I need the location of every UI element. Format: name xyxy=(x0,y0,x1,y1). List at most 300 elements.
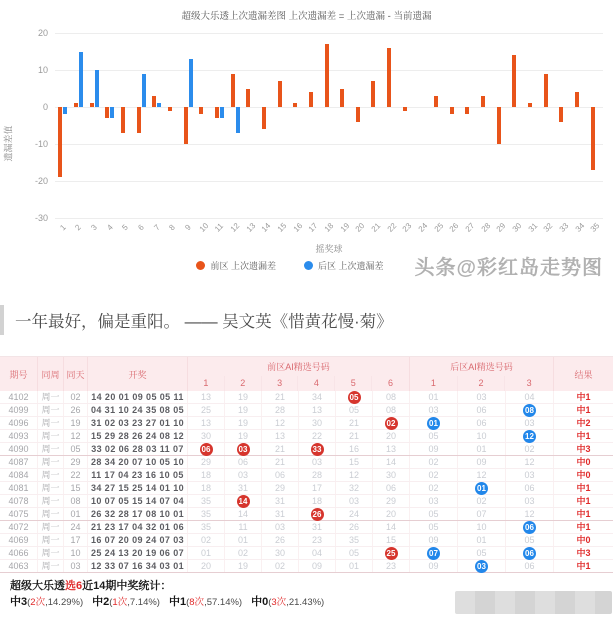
day-cell: 29 xyxy=(64,456,88,468)
x-tick-label: 24 xyxy=(416,221,430,234)
x-tick-label: 6 xyxy=(136,222,146,233)
front-ai-cell: 30 xyxy=(188,430,225,442)
front-ai-cell: 16 xyxy=(336,443,373,455)
issue-cell: 4069 xyxy=(0,534,38,546)
back-hit-ball: 06 xyxy=(523,521,536,534)
back-ai-cell: 10 xyxy=(458,521,506,533)
front-ai-cell: 29 xyxy=(373,495,410,507)
table-row xyxy=(0,443,613,456)
front-ai-cell: 18 xyxy=(299,495,336,507)
front-bar xyxy=(512,55,516,107)
x-tick-label: 16 xyxy=(291,221,305,234)
front-ai-cell: 30 xyxy=(262,547,299,559)
front-bar xyxy=(137,107,141,133)
front-ai-cell: 12 xyxy=(262,417,299,429)
week-cell: 周一 xyxy=(38,482,64,494)
back-ai-cell: 12 xyxy=(458,469,506,481)
result-cell: 中1 xyxy=(576,509,591,519)
front-bar xyxy=(74,103,78,107)
back-ai-cell xyxy=(458,560,506,572)
legend-item-front xyxy=(196,259,276,272)
table-row xyxy=(0,547,613,560)
back-ai-cell: 09 xyxy=(410,560,458,572)
draw-numbers-cell: 10 07 05 15 14 07 04 xyxy=(88,495,188,507)
front-ai-cell xyxy=(299,508,336,520)
stat-percent: ,14.29%) xyxy=(45,597,84,608)
front-hit-ball: 33 xyxy=(311,443,324,456)
gridline xyxy=(55,144,603,145)
front-hit-ball: 03 xyxy=(237,443,250,456)
y-tick-label: 20 xyxy=(37,27,48,38)
front-ai-cell: 05 xyxy=(336,547,373,559)
week-cell: 周一 xyxy=(38,547,64,559)
draw-numbers-cell: 16 07 20 09 24 07 03 xyxy=(88,534,188,546)
front-bar xyxy=(497,107,501,144)
back-ai-group-header xyxy=(410,357,554,391)
front-ai-cell: 13 xyxy=(373,443,410,455)
back-ai-cell: 12 xyxy=(506,456,554,468)
back-ai-cell: 03 xyxy=(458,391,506,403)
front-bar xyxy=(105,107,109,118)
back-bar xyxy=(95,70,99,107)
front-ai-cell: 17 xyxy=(299,482,336,494)
week-cell: 周一 xyxy=(38,560,64,572)
x-tick-label: 13 xyxy=(244,221,258,234)
stats-title-prefix: 超级大乐透 xyxy=(10,580,65,592)
back-hit-ball: 12 xyxy=(523,430,536,443)
front-bar xyxy=(215,107,219,118)
stat-item: 中0(3次,21.43%) xyxy=(251,596,325,608)
x-tick-label: 21 xyxy=(369,221,383,234)
front-ai-cell: 21 xyxy=(336,417,373,429)
back-bar xyxy=(157,103,161,107)
front-ai-cell: 20 xyxy=(188,560,225,572)
front-ai-cell: 03 xyxy=(225,469,262,481)
x-tick-label: 25 xyxy=(432,221,445,234)
back-bar xyxy=(236,107,240,133)
x-tick-label: 23 xyxy=(400,221,414,234)
day-cell: 15 xyxy=(64,482,88,494)
back-legend-dot-icon xyxy=(304,261,313,270)
front-hit-ball: 25 xyxy=(385,547,398,560)
front-sub-2: 2 xyxy=(225,376,262,391)
front-hit-ball: 02 xyxy=(385,417,398,430)
x-tick-label: 30 xyxy=(510,221,524,234)
front-bar xyxy=(293,103,297,107)
front-bar xyxy=(450,107,454,114)
back-hit-ball: 07 xyxy=(427,547,440,560)
day-cell: 05 xyxy=(64,443,88,455)
front-sub-3: 3 xyxy=(262,376,299,391)
y-tick-label: 10 xyxy=(37,64,48,75)
table-header xyxy=(0,357,613,391)
front-ai-cell: 09 xyxy=(299,560,336,572)
front-ai-cell: 04 xyxy=(299,547,336,559)
front-ai-cell: 02 xyxy=(225,547,262,559)
front-bar xyxy=(481,96,485,107)
draw-numbers-cell: 14 20 01 09 05 05 11 xyxy=(88,391,188,403)
front-ai-cell: 20 xyxy=(373,508,410,520)
front-ai-cell: 31 xyxy=(225,482,262,494)
back-hit-ball: 06 xyxy=(523,547,536,560)
front-bar xyxy=(591,107,595,170)
front-ai-cell: 18 xyxy=(188,469,225,481)
result-cell: 中2 xyxy=(576,418,591,428)
front-ai-cell: 35 xyxy=(188,521,225,533)
front-bar xyxy=(168,107,172,111)
back-ai-cell: 10 xyxy=(458,430,506,442)
table-body xyxy=(0,391,613,573)
front-bar xyxy=(278,81,282,107)
front-ai-cell: 26 xyxy=(336,521,373,533)
back-bar xyxy=(189,59,193,107)
day-cell: 03 xyxy=(64,560,88,572)
result-cell: 中1 xyxy=(576,496,591,506)
front-ai-cell xyxy=(225,443,262,455)
x-tick-label: 15 xyxy=(275,221,289,234)
x-tick-label: 5 xyxy=(120,222,131,233)
stat-count: 1次 xyxy=(112,597,128,608)
issue-cell: 4093 xyxy=(0,430,38,442)
back-bar xyxy=(110,107,114,118)
front-ai-cell: 29 xyxy=(188,456,225,468)
front-ai-cell: 23 xyxy=(373,560,410,572)
issue-cell: 4075 xyxy=(0,508,38,520)
day-cell: 01 xyxy=(64,508,88,520)
front-ai-cell: 21 xyxy=(336,430,373,442)
stat-label: 中2 xyxy=(92,596,110,608)
front-ai-cell: 28 xyxy=(299,469,336,481)
x-tick-label: 1 xyxy=(58,222,68,233)
result-cell: 中1 xyxy=(576,522,591,532)
front-bar xyxy=(371,81,375,107)
x-tick-label: 20 xyxy=(353,221,367,234)
x-tick-label: 34 xyxy=(573,221,586,234)
front-ai-cell: 13 xyxy=(188,417,225,429)
stat-percent: ,21.43%) xyxy=(286,597,325,608)
back-ai-cell: 06 xyxy=(458,404,506,416)
front-ai-cell: 19 xyxy=(225,430,262,442)
front-ai-cell: 12 xyxy=(336,469,373,481)
quote-left-bar xyxy=(0,305,4,335)
legend-label-front: 前区 上次遗漏差 xyxy=(210,261,276,271)
front-bar xyxy=(246,89,250,108)
x-tick-label: 7 xyxy=(152,222,162,233)
back-ai-cell: 02 xyxy=(458,495,506,507)
back-ai-cell: 04 xyxy=(506,391,554,403)
y-axis-title: 遗漏差值 xyxy=(3,125,14,162)
x-tick-label: 8 xyxy=(167,222,178,233)
front-ai-cell: 21 xyxy=(262,443,299,455)
table-row xyxy=(0,534,613,547)
front-ai-cell: 13 xyxy=(262,430,299,442)
result-cell: 中1 xyxy=(576,483,591,493)
back-ai-cell: 05 xyxy=(410,521,458,533)
stat-label: 中3 xyxy=(10,596,28,608)
front-ai-cell xyxy=(188,443,225,455)
table-row xyxy=(0,495,613,508)
back-ai-cell: 09 xyxy=(410,534,458,546)
blurred-region xyxy=(455,591,612,614)
back-ai-cell: 03 xyxy=(410,404,458,416)
issue-cell: 4099 xyxy=(0,404,38,416)
back-sub-2: 2 xyxy=(458,376,506,391)
front-bar xyxy=(434,96,438,107)
front-ai-cell: 24 xyxy=(336,508,373,520)
draw-numbers-cell: 21 23 17 04 32 01 06 xyxy=(88,521,188,533)
front-legend-dot-icon xyxy=(196,261,205,270)
x-tick-label: 14 xyxy=(260,221,273,234)
back-ai-cell: 02 xyxy=(410,469,458,481)
day-cell: 22 xyxy=(64,469,88,481)
front-ai-cell: 03 xyxy=(262,521,299,533)
result-cell: 中3 xyxy=(576,548,591,558)
x-tick-label: 9 xyxy=(183,222,193,233)
front-ai-cell: 34 xyxy=(299,391,336,403)
table-row xyxy=(0,430,613,443)
draw-numbers-cell: 15 29 28 26 24 08 12 xyxy=(88,430,188,442)
day-cell: 12 xyxy=(64,430,88,442)
gridline xyxy=(55,181,603,182)
lottery-table xyxy=(0,356,613,573)
back-hit-ball: 01 xyxy=(427,417,440,430)
y-tick-label: -20 xyxy=(34,175,48,186)
front-ai-cell: 28 xyxy=(262,404,299,416)
draw-numbers-cell: 34 27 15 25 14 01 10 xyxy=(88,482,188,494)
result-cell: 中1 xyxy=(576,392,591,402)
back-ai-cell: 02 xyxy=(410,482,458,494)
week-cell: 周一 xyxy=(38,391,64,403)
table-row xyxy=(0,469,613,482)
front-ai-cell: 29 xyxy=(262,482,299,494)
front-ai-cell: 06 xyxy=(225,456,262,468)
front-bar xyxy=(325,44,329,107)
x-tick-label: 29 xyxy=(494,221,508,234)
front-bar xyxy=(528,103,532,107)
chart-title: 超级大乐透上次遗漏差图 上次遗漏差 = 上次遗漏 - 当前遗漏 xyxy=(181,11,432,22)
stat-count: 8次 xyxy=(189,597,205,608)
stat-label: 中1 xyxy=(168,596,187,608)
back-ai-cell xyxy=(506,521,554,533)
gridline xyxy=(55,70,603,71)
back-ai-cell xyxy=(410,417,458,429)
back-ai-group-label: 后区AI精选号码 xyxy=(450,362,513,372)
x-tick-label: 22 xyxy=(385,221,398,234)
stats-title xyxy=(10,577,171,593)
front-bar xyxy=(58,107,62,177)
back-bar xyxy=(63,107,67,114)
front-ai-cell: 06 xyxy=(262,469,299,481)
day-cell: 02 xyxy=(64,391,88,403)
back-bar xyxy=(79,52,83,108)
front-ai-cell: 20 xyxy=(373,430,410,442)
front-hit-ball: 14 xyxy=(237,495,250,508)
stat-item: 中3(2次,14.29%) xyxy=(10,596,84,608)
result-cell: 中1 xyxy=(576,431,591,441)
table-row xyxy=(0,508,613,521)
back-ai-cell: 01 xyxy=(458,534,506,546)
front-bar xyxy=(121,107,125,133)
table-row xyxy=(0,391,613,404)
back-ai-cell: 03 xyxy=(506,417,554,429)
front-ai-cell: 02 xyxy=(188,534,225,546)
front-sub-6: 6 xyxy=(388,378,394,388)
back-ai-cell: 07 xyxy=(458,508,506,520)
x-tick-label: 17 xyxy=(306,221,320,234)
back-sub-1: 1 xyxy=(410,376,458,391)
front-ai-cell: 21 xyxy=(262,456,299,468)
front-ai-cell: 30 xyxy=(373,469,410,481)
x-tick-label: 18 xyxy=(322,221,336,234)
col-header-draw: 开奖 xyxy=(88,357,188,391)
stat-label: 中0 xyxy=(251,596,269,608)
front-ai-cell: 06 xyxy=(373,482,410,494)
front-ai-cell xyxy=(373,417,410,429)
front-ai-subheaders xyxy=(188,376,409,391)
day-cell: 19 xyxy=(64,417,88,429)
day-cell: 24 xyxy=(64,521,88,533)
back-ai-cell: 05 xyxy=(410,430,458,442)
back-ai-cell: 03 xyxy=(506,495,554,507)
issue-cell: 4078 xyxy=(0,495,38,507)
back-ai-cell: 02 xyxy=(506,443,554,455)
gridline xyxy=(55,33,603,34)
week-cell: 周一 xyxy=(38,456,64,468)
front-ai-cell: 13 xyxy=(299,404,336,416)
back-ai-cell: 05 xyxy=(410,508,458,520)
front-sub-5: 5 xyxy=(335,376,372,391)
front-hit-ball: 05 xyxy=(348,391,361,404)
front-ai-cell: 11 xyxy=(225,521,262,533)
issue-cell: 4072 xyxy=(0,521,38,533)
col-header-week: 同周 xyxy=(38,357,64,391)
quote-text: 一年最好，偏是重阳。 —— 吴文英《惜黄花慢·菊》 xyxy=(15,313,393,331)
back-ai-cell: 09 xyxy=(410,443,458,455)
front-ai-cell: 23 xyxy=(299,534,336,546)
back-ai-cell: 01 xyxy=(458,443,506,455)
front-bar xyxy=(340,89,344,108)
draw-numbers-cell: 26 32 28 17 08 10 01 xyxy=(88,508,188,520)
front-ai-cell: 21 xyxy=(262,391,299,403)
back-ai-subheaders xyxy=(410,376,553,391)
back-ai-cell: 12 xyxy=(506,508,554,520)
week-cell: 周一 xyxy=(38,521,64,533)
front-ai-cell: 31 xyxy=(262,495,299,507)
x-tick-label: 26 xyxy=(447,221,461,234)
stats-line xyxy=(10,593,333,609)
draw-numbers-cell: 33 02 06 28 03 11 07 xyxy=(88,443,188,455)
back-ai-cell: 06 xyxy=(506,560,554,572)
front-ai-group-label: 前区AI精选号码 xyxy=(267,362,330,372)
issue-cell: 4090 xyxy=(0,443,38,455)
draw-numbers-cell: 11 17 04 23 16 10 05 xyxy=(88,469,188,481)
x-tick-label: 3 xyxy=(89,222,99,233)
issue-cell: 4084 xyxy=(0,469,38,481)
back-bar xyxy=(220,107,224,118)
front-bar xyxy=(544,74,548,107)
issue-cell: 4102 xyxy=(0,391,38,403)
issue-cell: 4081 xyxy=(0,482,38,494)
front-ai-cell: 22 xyxy=(299,430,336,442)
legend-label-back: 后区 上次遗漏差 xyxy=(318,261,384,271)
table-row xyxy=(0,521,613,534)
gridline xyxy=(55,218,603,219)
back-hit-ball: 08 xyxy=(523,404,536,417)
front-ai-cell: 03 xyxy=(299,456,336,468)
front-sub-4: 4 xyxy=(298,376,335,391)
front-hit-ball: 06 xyxy=(200,443,213,456)
front-ai-cell: 19 xyxy=(225,560,262,572)
back-ai-cell: 03 xyxy=(506,469,554,481)
result-cell: 中0 xyxy=(576,535,591,545)
front-ai-cell xyxy=(336,391,373,403)
front-ai-cell: 14 xyxy=(373,456,410,468)
front-ai-cell: 19 xyxy=(225,404,262,416)
draw-numbers-cell: 31 02 03 23 27 01 10 xyxy=(88,417,188,429)
front-ai-group-header xyxy=(188,357,410,391)
result-cell: 中0 xyxy=(576,470,591,480)
back-ai-cell: 02 xyxy=(410,456,458,468)
x-axis-title: 摇奖球 xyxy=(315,244,343,254)
issue-cell: 4066 xyxy=(0,547,38,559)
x-tick-label: 10 xyxy=(197,221,211,234)
front-bar xyxy=(356,107,360,122)
front-ai-cell xyxy=(225,495,262,507)
front-sub-1: 1 xyxy=(188,376,225,391)
front-ai-cell: 01 xyxy=(336,560,373,572)
front-ai-cell: 15 xyxy=(336,456,373,468)
col-header-day: 同天 xyxy=(64,357,88,391)
front-bar xyxy=(90,103,94,107)
x-tick-label: 4 xyxy=(105,222,115,233)
quote-block xyxy=(0,305,393,335)
week-cell: 周一 xyxy=(38,534,64,546)
x-tick-label: 32 xyxy=(541,221,555,234)
front-bar xyxy=(465,107,469,114)
issue-cell: 4063 xyxy=(0,560,38,572)
week-cell: 周一 xyxy=(38,508,64,520)
front-bar xyxy=(387,48,391,107)
x-tick-label: 12 xyxy=(228,221,242,234)
back-ai-cell: 01 xyxy=(410,391,458,403)
back-ai-cell: 09 xyxy=(458,456,506,468)
front-bar xyxy=(403,107,407,111)
watermark: 头条@彩红岛走势图 xyxy=(414,257,603,279)
back-ai-cell xyxy=(506,430,554,442)
front-ai-cell: 18 xyxy=(188,482,225,494)
stat-item: 中1(8次,57.14%) xyxy=(168,596,243,608)
back-ai-cell: 06 xyxy=(458,417,506,429)
back-ai-cell: 06 xyxy=(506,482,554,494)
front-bar xyxy=(199,107,203,114)
table-row xyxy=(0,456,613,469)
week-cell: 周一 xyxy=(38,430,64,442)
front-ai-cell: 14 xyxy=(225,508,262,520)
stats-title-highlight: 选6 xyxy=(65,580,83,592)
front-ai-cell: 14 xyxy=(373,521,410,533)
issue-cell: 4096 xyxy=(0,417,38,429)
draw-numbers-cell: 04 31 10 24 35 08 05 xyxy=(88,404,188,416)
front-ai-cell: 02 xyxy=(262,560,299,572)
back-ai-cell xyxy=(410,547,458,559)
front-bar xyxy=(559,107,563,122)
col-header-issue: 期号 xyxy=(0,357,38,391)
result-cell: 中0 xyxy=(576,457,591,467)
stat-percent: ,7.14%) xyxy=(127,597,160,608)
back-ai-cell: 03 xyxy=(410,495,458,507)
front-ai-cell: 35 xyxy=(188,495,225,507)
front-ai-cell: 19 xyxy=(225,391,262,403)
